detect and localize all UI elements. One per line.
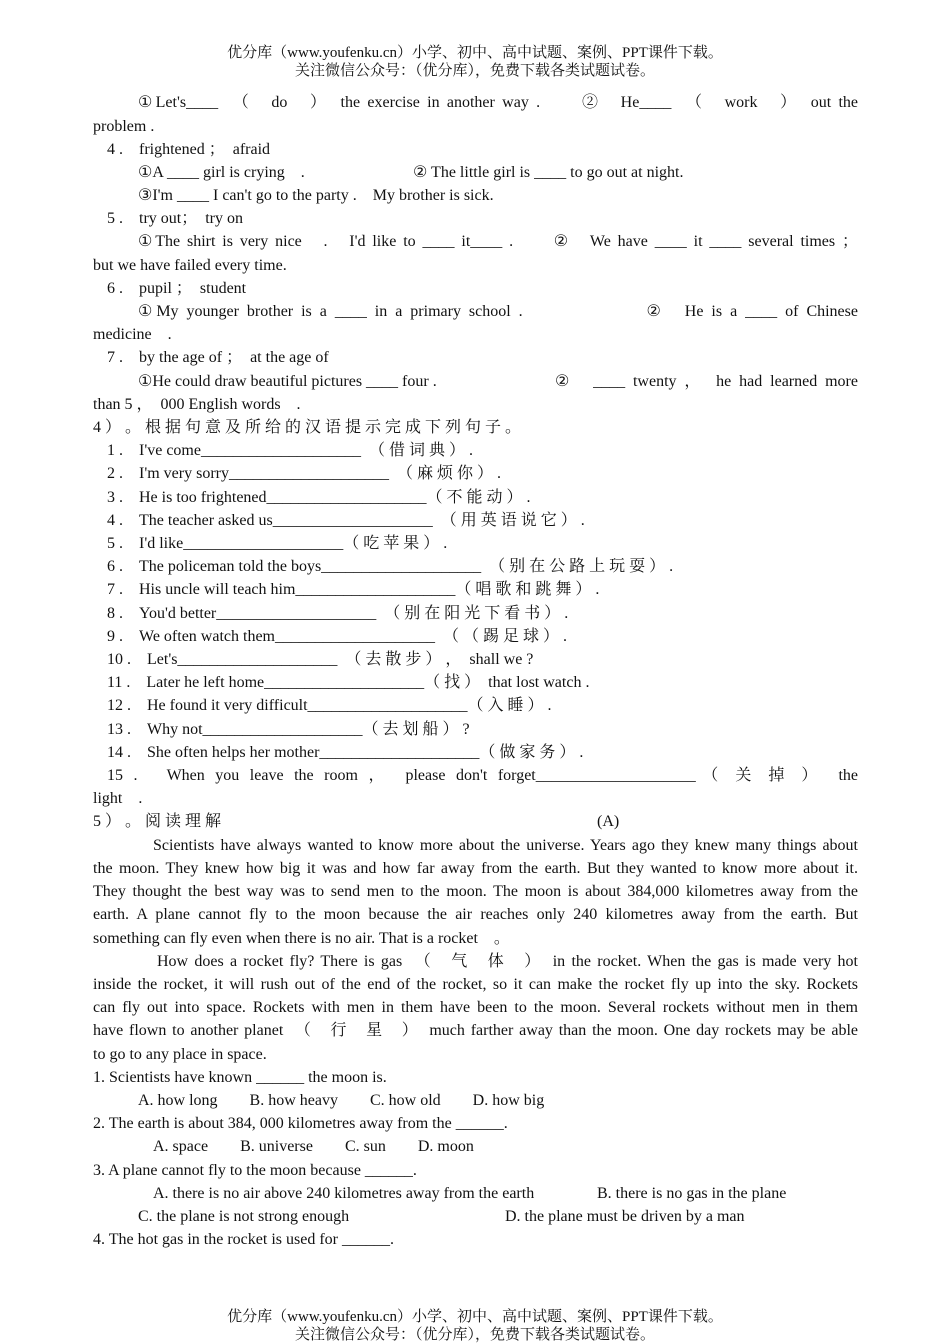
answer-option: C. the plane is not strong enough bbox=[138, 1208, 350, 1225]
passage-line: something can fly even when there is no air. That is a rocket 。 bbox=[93, 930, 510, 947]
answer-options: A. how long B. how heavy C. how old D. how big bbox=[138, 1092, 545, 1109]
text-line: 7 . by the age of ； at the age of bbox=[107, 349, 329, 366]
section-heading: 5 ） 。 阅 读 理 解 bbox=[93, 813, 222, 830]
text-line: ①He could draw beautiful pictures ____ four . bbox=[138, 373, 437, 390]
text-line: 4 . frightened ； afraid bbox=[107, 141, 271, 158]
question-stem: 4. The hot gas in the rocket is used for ______. bbox=[93, 1231, 394, 1248]
question-line: 14 . She often helps her mother____________________（ 做 家 务 ） . bbox=[107, 744, 584, 761]
question-line: 3 . He is too frightened____________________（ 不 能 动 ） . bbox=[107, 489, 531, 506]
passage-line: inside the rocket, it will rush out of the end of the rocket, so it can make the rocket fly up into the sky. Rockets bbox=[93, 976, 858, 993]
text-line: ①The shirt is very nice . I'd like to ____ it____ . ② We have ____ it ____ several times ； bbox=[138, 233, 858, 250]
footer-line-2: 关注微信公众号：（优分库），免费下载各类试题试卷。 bbox=[294, 1327, 655, 1343]
question-line: 11 . Later he left home____________________（ 找 ） that lost watch . bbox=[107, 674, 590, 691]
question-line: 6 . The policeman told the boys____________________ （ 别 在 公 路 上 玩 耍 ） . bbox=[107, 558, 674, 575]
question-line: 4 . The teacher asked us____________________ （ 用 英 语 说 它 ） . bbox=[107, 512, 585, 529]
text-line: ①A ____ girl is crying . bbox=[138, 164, 305, 181]
question-line: 10 . Let's____________________ （ 去 散 步 ） ， shall we ? bbox=[107, 651, 534, 668]
text-line: 6 . pupil ； student bbox=[107, 280, 247, 297]
answer-option: A. there is no air above 240 kilometres away from the earth bbox=[153, 1185, 535, 1202]
question-line: 9 . We often watch them____________________ （ （ 踢 足 球 ） . bbox=[107, 628, 567, 645]
passage-line: earth. A plane cannot fly to the moon because the air reaches only 240 kilometres away from the earth. But bbox=[93, 906, 858, 923]
question-line: 12 . He found it very difficult____________________（ 入 睡 ） . bbox=[107, 697, 552, 714]
question-line: 8 . You'd better____________________ （ 别 在 阳 光 下 看 书 ） . bbox=[107, 605, 569, 622]
text-line: ③I'm ____ I can't go to the party . My brother is sick. bbox=[138, 187, 494, 204]
text-line: 5 . try out； try on bbox=[107, 210, 243, 227]
question-line: 2 . I'm very sorry____________________ （ 麻 烦 你 ） . bbox=[107, 465, 501, 482]
question-line: 15 . When you leave the room ， please don't forget____________________（ 关 掉 ） the bbox=[107, 767, 858, 784]
text-line: ①My younger brother is a ____ in a primary school . ② He is a ____ of Chinese bbox=[138, 303, 858, 320]
answer-options: A. space B. universe C. sun D. moon bbox=[153, 1138, 474, 1155]
question-stem: 3. A plane cannot fly to the moon because ______. bbox=[93, 1162, 417, 1179]
text-line: ② ____ twenty ， he had learned more bbox=[555, 373, 858, 390]
question-stem: 2. The earth is about 384, 000 kilometres away from the ______. bbox=[93, 1115, 508, 1132]
passage-line: Scientists have always wanted to know more about the universe. Years ago they knew many things about bbox=[153, 837, 858, 854]
passage-label: (A) bbox=[597, 813, 620, 830]
header-line-2: 关注微信公众号：（优分库），免费下载各类试题试卷。 bbox=[294, 63, 655, 79]
text-line: medicine . bbox=[93, 326, 172, 343]
text-line: ①Let's____ （ do ） the exercise in another way . ② He____ （ work ） out the bbox=[138, 94, 858, 111]
text-line: than 5 ， 000 English words . bbox=[93, 396, 301, 413]
passage-line: can fly out into space. Rockets with men in them have been to the moon. Several rockets without men in them bbox=[93, 999, 858, 1016]
passage-line: They thought the best way was to send men to the moon. The moon is about 384,000 kilometres away from the bbox=[93, 883, 858, 900]
header-line-1: 优分库（www.youfenku.cn）小学、初中、高中试题、案例、PPT课件下载。 bbox=[227, 45, 723, 61]
section-heading: 4 ） 。 根 据 句 意 及 所 给 的 汉 语 提 示 完 成 下 列 句 子 。 bbox=[93, 419, 522, 436]
question-line: 5 . I'd like____________________（ 吃 苹 果 ） . bbox=[107, 535, 448, 552]
question-line: 13 . Why not____________________（ 去 划 船 ） ? bbox=[107, 721, 470, 738]
footer-line-1: 优分库（www.youfenku.cn）小学、初中、高中试题、案例、PPT课件下载。 bbox=[227, 1309, 723, 1325]
passage-line: have flown to another planet （ 行 星 ） much farther away than the moon. One day rockets may be able bbox=[93, 1022, 858, 1039]
passage-line: to go to any place in space. bbox=[93, 1046, 267, 1063]
question-line: light . bbox=[93, 790, 143, 807]
text-line: ② The little girl is ____ to go out at night. bbox=[413, 164, 684, 181]
question-line: 7 . His uncle will teach him____________________（ 唱 歌 和 跳 舞 ） . bbox=[107, 581, 600, 598]
passage-line: How does a rocket fly? There is gas （ 气 体 ） in the rocket. When the gas is made very hot bbox=[157, 953, 858, 970]
answer-option: D. the plane must be driven by a man bbox=[505, 1208, 745, 1225]
text-line: but we have failed every time. bbox=[93, 257, 287, 274]
question-stem: 1. Scientists have known ______ the moon is. bbox=[93, 1069, 387, 1086]
answer-option: B. there is no gas in the plane bbox=[597, 1185, 787, 1202]
passage-line: the moon. They knew how big it was and how far away from the earth. But they wanted to know more about it. bbox=[93, 860, 858, 877]
question-line: 1 . I've come____________________ （ 借 词 典 ） . bbox=[107, 442, 473, 459]
text-line: problem . bbox=[93, 118, 155, 135]
